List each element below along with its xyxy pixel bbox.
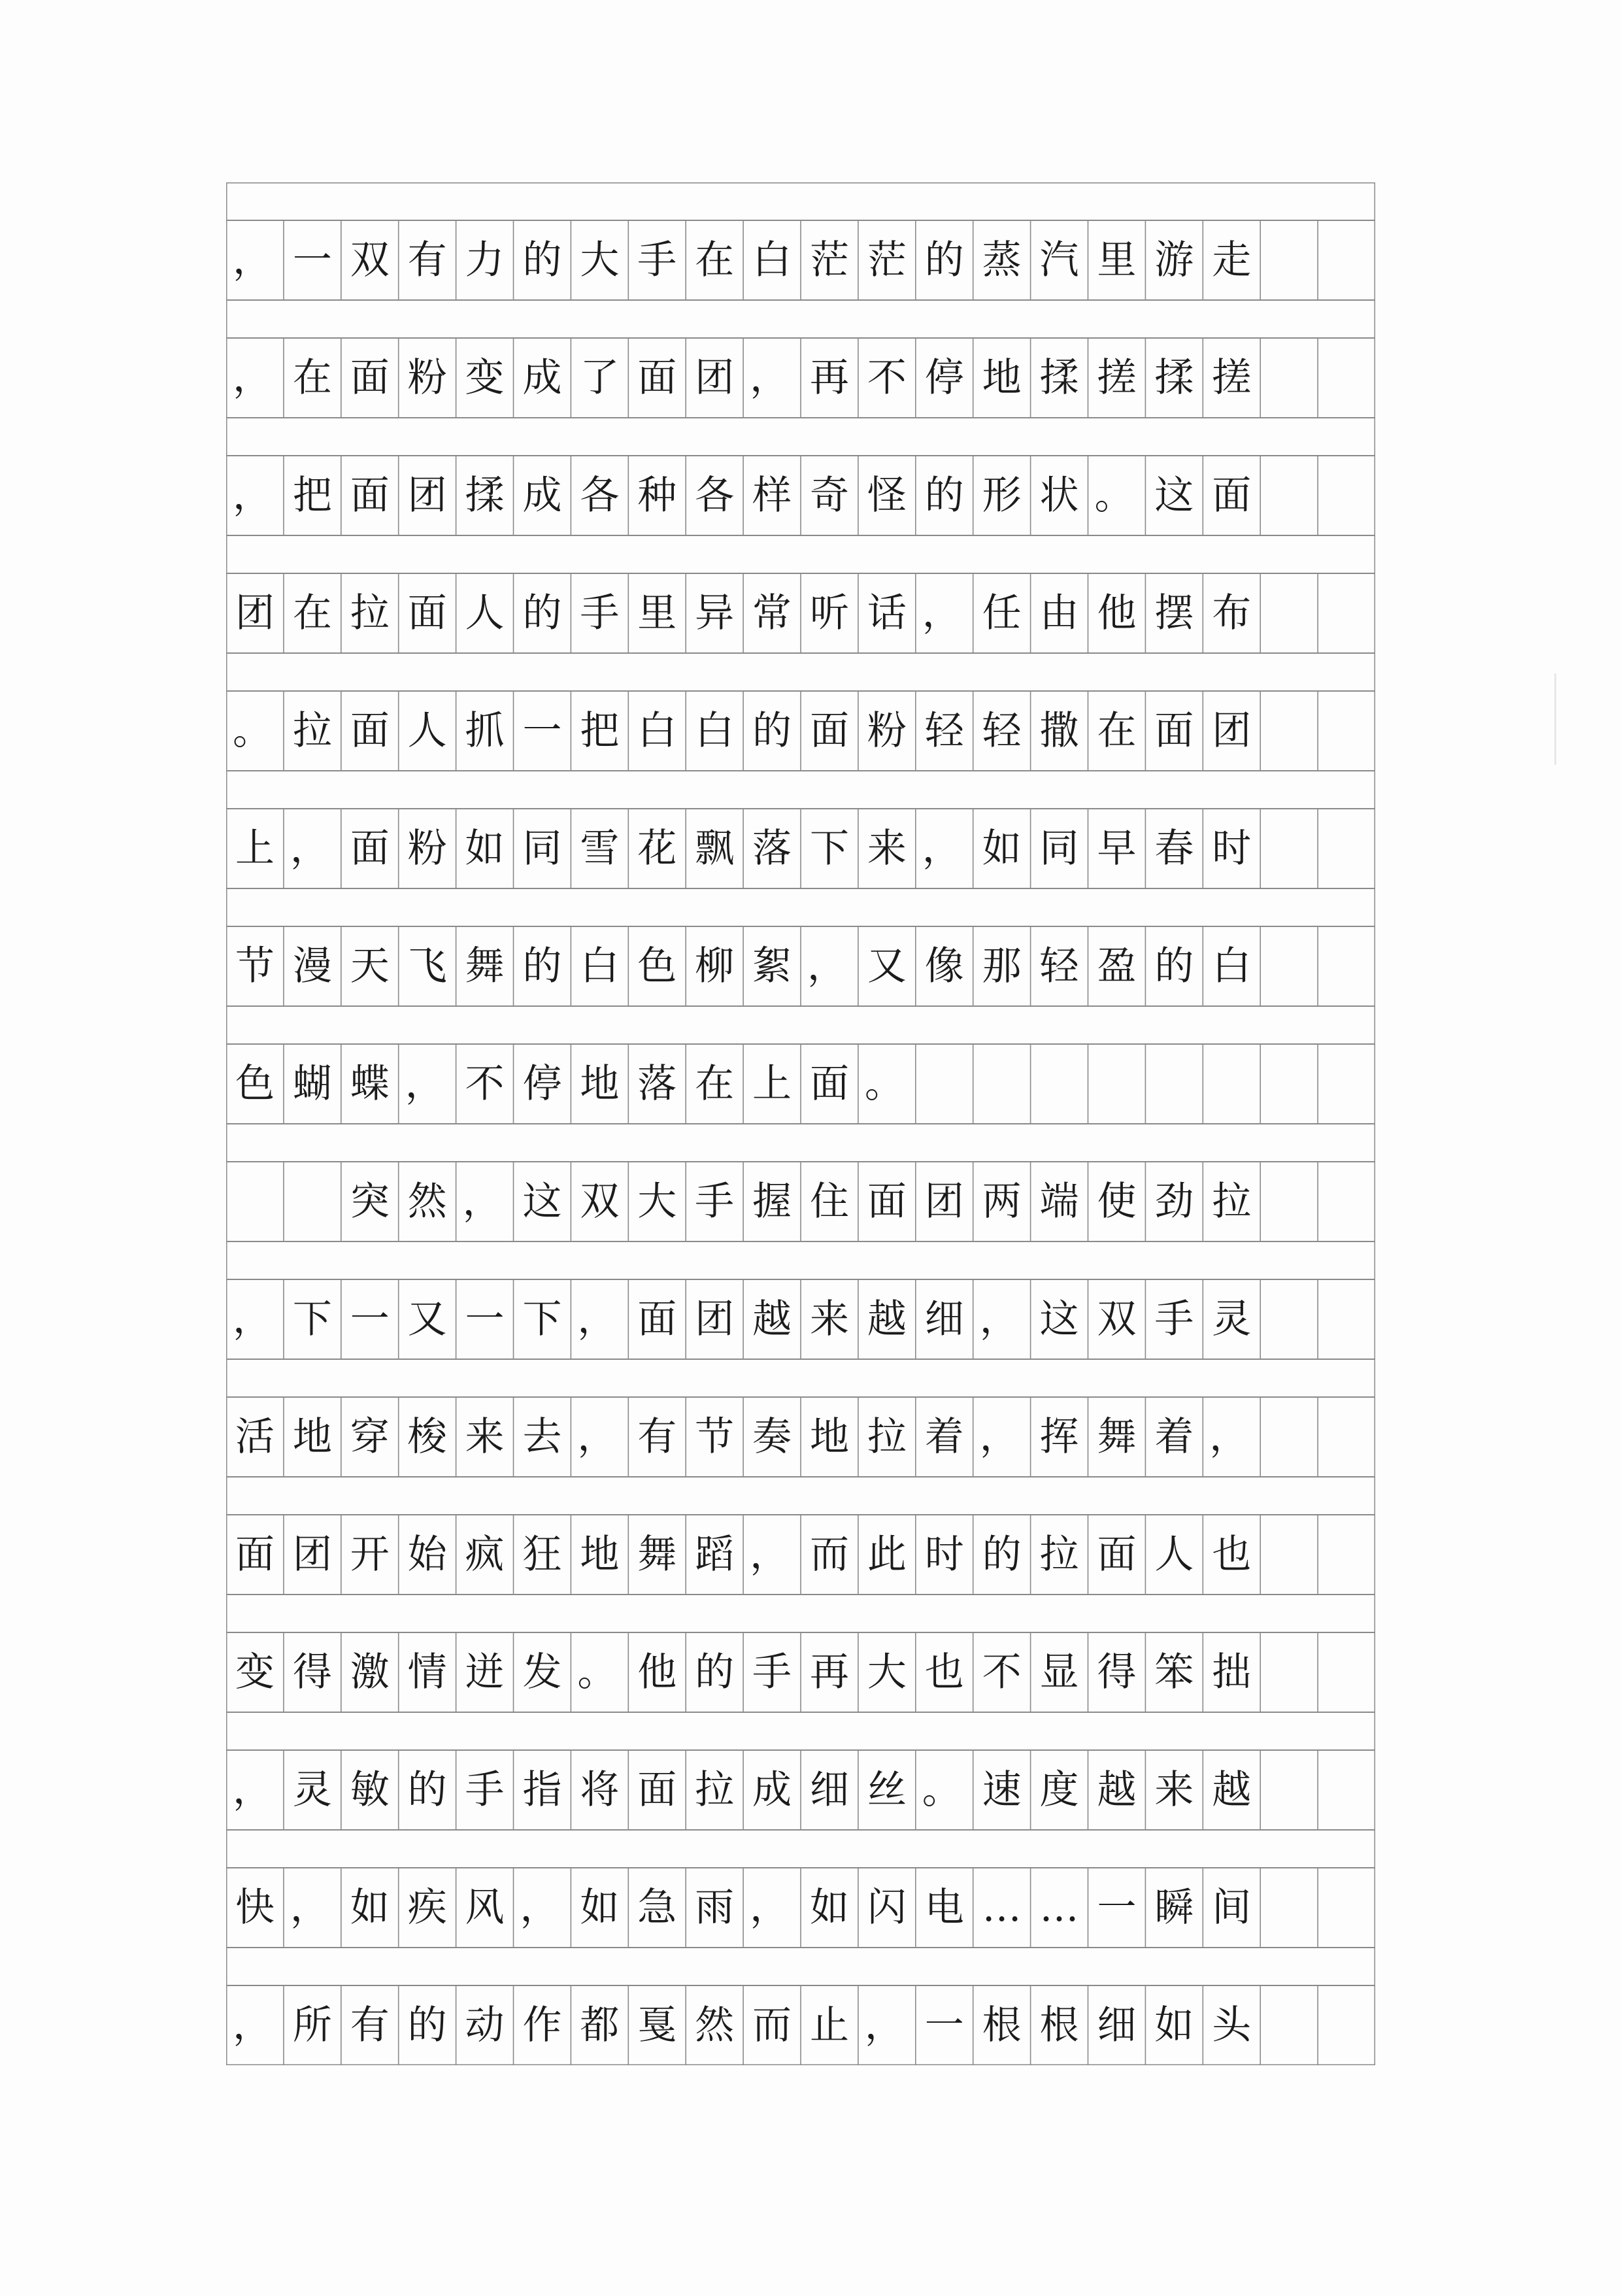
composition-grid [226, 182, 1375, 2065]
grid-cell-char: 情 [407, 1649, 447, 1695]
grid-cell-char: 如 [465, 826, 505, 871]
grid-cell-char: 奏 [752, 1414, 792, 1460]
grid-cell-char: ， [520, 1885, 560, 1931]
grid-cell-char: 在 [695, 237, 735, 283]
grid-cell-char: 再 [809, 1649, 849, 1695]
grid-cell-char: 。 [1094, 473, 1134, 518]
grid-cell-char: 在 [292, 355, 332, 401]
grid-cell-char: 团 [924, 1179, 964, 1224]
grid-cell-char: 舞 [465, 943, 505, 989]
grid-cell-char: 团 [292, 1532, 332, 1578]
grid-cell-char: 白 [1212, 943, 1252, 989]
grid-cell-char: 。 [864, 1061, 904, 1107]
grid-cell-char: 盈 [1097, 943, 1137, 989]
grid-cell-char: ， [750, 1532, 790, 1578]
grid-cell-char: 灵 [1212, 1296, 1252, 1342]
grid-cell-char: 梭 [407, 1414, 447, 1460]
grid-cell-char: 笨 [1154, 1649, 1194, 1695]
grid-cell-char: 这 [1154, 473, 1194, 518]
grid-cell-char: 的 [407, 1767, 447, 1813]
grid-cell-char: 揉 [1039, 355, 1079, 401]
grid-cell-char: 住 [809, 1179, 849, 1224]
grid-cell-char: 灵 [292, 1767, 332, 1813]
grid-cell-char: 雨 [695, 1885, 735, 1931]
grid-cell-char: ， [290, 1885, 329, 1931]
grid-cell-char: 他 [1097, 590, 1137, 636]
grid-cell-char: 越 [752, 1296, 792, 1342]
grid-cell-char: 穿 [350, 1414, 390, 1460]
grid-cell-char: 所 [292, 2002, 332, 2048]
grid-cell-char: 然 [407, 1179, 447, 1224]
grid-cell-char: … [982, 1885, 1022, 1931]
grid-cell-char: 蝶 [350, 1061, 390, 1107]
grid-row [226, 691, 1375, 771]
grid-row [226, 926, 1375, 1006]
grid-cell-char: 粉 [867, 708, 907, 754]
grid-cell-char: 拉 [1212, 1179, 1252, 1224]
grid-cell-char: 团 [235, 590, 275, 636]
grid-cell-char: 开 [350, 1532, 390, 1578]
grid-cell-char: 面 [637, 1296, 677, 1342]
grid-cell-char: 一 [465, 1296, 505, 1342]
grid-row [226, 220, 1375, 300]
grid-cell-char: 成 [752, 1767, 792, 1813]
grid-cell-char: 如 [982, 826, 1022, 871]
grid-cell-char: 的 [695, 1649, 735, 1695]
grid-row [226, 456, 1375, 535]
grid-cell-char: 拉 [350, 590, 390, 636]
grid-cell-char: 白 [580, 943, 620, 989]
grid-cell-char: 一 [1097, 1885, 1137, 1931]
grid-cell-char: 各 [695, 473, 735, 518]
grid-cell-char: 细 [809, 1767, 849, 1813]
grid-cell-char: 面 [350, 473, 390, 518]
grid-cell-char: 白 [752, 237, 792, 283]
grid-cell-char: 的 [924, 237, 964, 283]
grid-cell-char: 面 [350, 708, 390, 754]
grid-cell-char: 作 [522, 2002, 562, 2048]
grid-cell-char: 飞 [407, 943, 447, 989]
grid-cell-char: 丝 [867, 1767, 907, 1813]
grid-cell-char: 在 [695, 1061, 735, 1107]
grid-cell-char: 状 [1039, 473, 1079, 518]
grid-cell-char: 一 [522, 708, 562, 754]
grid-cell-char: 越 [867, 1296, 907, 1342]
grid-cell-char: 停 [522, 1061, 562, 1107]
grid-cell-char: 上 [235, 826, 275, 871]
grid-row [226, 1985, 1375, 2065]
grid-cell-char: ， [979, 1414, 1019, 1460]
grid-cell-char: 漫 [292, 943, 332, 989]
grid-cell-char: 下 [809, 826, 849, 871]
grid-cell-char: 疾 [407, 1885, 447, 1931]
grid-cell-char: 任 [982, 590, 1022, 636]
grid-cell-char: 而 [752, 2002, 792, 2048]
grid-cell-char: 蝴 [292, 1061, 332, 1107]
grid-cell-char: ， [233, 355, 272, 401]
grid-cell-char: 来 [465, 1414, 505, 1460]
grid-cell-char: 不 [867, 355, 907, 401]
grid-cell-char: 里 [637, 590, 677, 636]
grid-cell-char: 始 [407, 1532, 447, 1578]
grid-cell-char: 撒 [1039, 708, 1079, 754]
grid-cell-char: 面 [1154, 708, 1194, 754]
grid-cell-char: 面 [637, 355, 677, 401]
grid-cell-char: 指 [522, 1767, 562, 1813]
grid-cell-char: 粉 [407, 826, 447, 871]
grid-cell-char: 来 [867, 826, 907, 871]
grid-cell-char: 面 [809, 1061, 849, 1107]
grid-cell-char: 手 [752, 1649, 792, 1695]
grid-cell-char: 形 [982, 473, 1022, 518]
grid-cell-char: 快 [235, 1885, 275, 1931]
grid-cell-char: 舞 [1097, 1414, 1137, 1460]
grid-cell-char: 舞 [637, 1532, 677, 1578]
grid-cell-char: 一 [292, 237, 332, 283]
grid-cell-char: 着 [924, 1414, 964, 1460]
grid-cell-char: ， [233, 2002, 272, 2048]
grid-cell-char: 像 [924, 943, 964, 989]
grid-row [226, 1397, 1375, 1477]
grid-cell-char: 此 [867, 1532, 907, 1578]
grid-row [226, 1632, 1375, 1712]
grid-cell-char: 春 [1154, 826, 1194, 871]
grid-cell-char: 奇 [809, 473, 849, 518]
grid-cell-char: 手 [695, 1179, 735, 1224]
grid-cell-char: 早 [1097, 826, 1137, 871]
grid-cell-char: 如 [809, 1885, 849, 1931]
grid-cell-char: 得 [1097, 1649, 1137, 1695]
grid-cell-char: 端 [1039, 1179, 1079, 1224]
grid-cell-char: 面 [1097, 1532, 1137, 1578]
grid-cell-char: 戛 [637, 2002, 677, 2048]
grid-cell-char: 挥 [1039, 1414, 1079, 1460]
grid-row [226, 573, 1375, 653]
grid-cell-char: 时 [1212, 826, 1252, 871]
grid-cell-char: ， [577, 1296, 617, 1342]
grid-cell-char: 同 [1039, 826, 1079, 871]
grid-cell-char: 游 [1154, 237, 1194, 283]
grid-cell-char: 把 [292, 473, 332, 518]
grid-cell-char: 轻 [1039, 943, 1079, 989]
grid-cell-char: 节 [235, 943, 275, 989]
grid-cell-char: 着 [1154, 1414, 1194, 1460]
grid-cell-char: 絮 [752, 943, 792, 989]
grid-cell-char: 越 [1097, 1767, 1137, 1813]
grid-cell-char: 茫 [867, 237, 907, 283]
grid-cell-char: 得 [292, 1649, 332, 1695]
grid-cell-char: 如 [1154, 2002, 1194, 2048]
grid-cell-char: 面 [407, 590, 447, 636]
grid-cell-char: 细 [1097, 2002, 1137, 2048]
grid-cell-char: 瞬 [1154, 1885, 1194, 1931]
grid-cell-char: 来 [1154, 1767, 1194, 1813]
grid-cell-char: 面 [350, 826, 390, 871]
grid-cell-char: 。 [233, 708, 272, 754]
grid-cell-char: 成 [522, 355, 562, 401]
grid-cell-char: 团 [695, 1296, 735, 1342]
grid-cell-char: ， [864, 2002, 904, 2048]
grid-cell-char: 面 [867, 1179, 907, 1224]
grid-cell-char: 的 [407, 2002, 447, 2048]
grid-cell-char: 变 [465, 355, 505, 401]
grid-cell-char: 飘 [695, 826, 735, 871]
grid-cell-char: ， [750, 1885, 790, 1931]
grid-cell-char: 面 [235, 1532, 275, 1578]
grid-cell-char: 样 [752, 473, 792, 518]
grid-cell-char: 种 [637, 473, 677, 518]
grid-cell-char: 。 [577, 1649, 617, 1695]
grid-row [226, 1750, 1375, 1830]
grid-cell-char: 风 [465, 1885, 505, 1931]
grid-cell-char: 双 [350, 237, 390, 283]
grid-cell-char: 的 [522, 237, 562, 283]
grid-cell-char: 上 [752, 1061, 792, 1107]
grid-cell-char: 也 [1212, 1532, 1252, 1578]
grid-cell-char: 疯 [465, 1532, 505, 1578]
grid-cell-char: ， [233, 237, 272, 283]
grid-cell-char: 大 [867, 1649, 907, 1695]
grid-cell-char: 团 [1212, 708, 1252, 754]
grid-cell-char: 花 [637, 826, 677, 871]
grid-cell-char: 柳 [695, 943, 735, 989]
grid-cell-char: 节 [695, 1414, 735, 1460]
grid-cell-char: 布 [1212, 590, 1252, 636]
grid-cell-char: 色 [235, 1061, 275, 1107]
grid-cell-char: 力 [465, 237, 505, 283]
grid-cell-char: 手 [580, 590, 620, 636]
grid-cell-char: 又 [867, 943, 907, 989]
grid-cell-char: 两 [982, 1179, 1022, 1224]
grid-cell-char: 团 [695, 355, 735, 401]
grid-cell-char: 面 [350, 355, 390, 401]
grid-cell-char: 面 [1212, 473, 1252, 518]
grid-cell-char: 的 [522, 943, 562, 989]
grid-cell-char: 落 [752, 826, 792, 871]
grid-cell-char: 揉 [465, 473, 505, 518]
grid-cell-char: 细 [924, 1296, 964, 1342]
grid-cell-char: ， [1209, 1414, 1249, 1460]
grid-cell-char: 雪 [580, 826, 620, 871]
grid-cell-char: 走 [1212, 237, 1252, 283]
grid-cell-char: 大 [637, 1179, 677, 1224]
grid-cell-char: 不 [982, 1649, 1022, 1695]
grid-cell-char: 急 [637, 1885, 677, 1931]
grid-cell-char: 拉 [292, 708, 332, 754]
grid-cell-char: 搓 [1097, 355, 1137, 401]
grid-cell-char: 异 [695, 590, 735, 636]
grid-cell-char: 轻 [982, 708, 1022, 754]
grid-cell-char: 摆 [1154, 590, 1194, 636]
grid-row [226, 1044, 1375, 1124]
grid-cell-char: 轻 [924, 708, 964, 754]
grid-cell-char: 白 [695, 708, 735, 754]
grid-cell-char: 然 [695, 2002, 735, 2048]
grid-cell-char: 抓 [465, 708, 505, 754]
grid-cell-char: 根 [1039, 2002, 1079, 2048]
grid-cell-char: 来 [809, 1296, 849, 1342]
grid-cell-char: 的 [982, 1532, 1022, 1578]
grid-cell-char: 地 [982, 355, 1022, 401]
grid-cell-char: 这 [1039, 1296, 1079, 1342]
grid-cell-char: 面 [809, 708, 849, 754]
grid-cell-char: 变 [235, 1649, 275, 1695]
grid-row [226, 338, 1375, 418]
grid-cell-char: 根 [982, 2002, 1022, 2048]
margin-mark [1554, 673, 1556, 765]
grid-cell-char: ， [577, 1414, 617, 1460]
grid-cell-char: 听 [809, 590, 849, 636]
grid-cell-char: 双 [580, 1179, 620, 1224]
grid-cell-char: 再 [809, 355, 849, 401]
grid-cell-char: 突 [350, 1179, 390, 1224]
grid-cell-char: 都 [580, 2002, 620, 2048]
grid-cell-char: 越 [1212, 1767, 1252, 1813]
grid-cell-char: 迸 [465, 1649, 505, 1695]
grid-cell-char: 色 [637, 943, 677, 989]
grid-cell-char: 有 [637, 1414, 677, 1460]
grid-cell-char: 止 [809, 2002, 849, 2048]
grid-cell-char: 在 [292, 590, 332, 636]
grid-cell-char: 劲 [1154, 1179, 1194, 1224]
grid-cell-char: 大 [580, 237, 620, 283]
grid-cell-char: 停 [924, 355, 964, 401]
grid-cell-char: 电 [924, 1885, 964, 1931]
grid-cell-char: 茫 [809, 237, 849, 283]
grid-cell-char: ， [750, 355, 790, 401]
grid-cell-char: 手 [637, 237, 677, 283]
grid-cell-char: ， [807, 943, 846, 989]
grid-cell-char: 拙 [1212, 1649, 1252, 1695]
grid-cell-char: 双 [1097, 1296, 1137, 1342]
grid-cell-char: 蹈 [695, 1532, 735, 1578]
grid-cell-char: ， [233, 1767, 272, 1813]
grid-cell-char: 的 [752, 708, 792, 754]
grid-cell-char: 汽 [1039, 237, 1079, 283]
grid-cell-char: 这 [522, 1179, 562, 1224]
grid-cell-char: 如 [350, 1885, 390, 1931]
grid-cell-char: 常 [752, 590, 792, 636]
grid-cell-char: 把 [580, 708, 620, 754]
grid-cell-char: 地 [580, 1532, 620, 1578]
grid-cell-char: ， [922, 826, 961, 871]
grid-cell-char: 一 [350, 1296, 390, 1342]
grid-cell-char: 握 [752, 1179, 792, 1224]
grid-cell-char: 显 [1039, 1649, 1079, 1695]
grid-cell-char: 他 [637, 1649, 677, 1695]
grid-cell-char: 里 [1097, 237, 1137, 283]
grid-cell-char: 将 [580, 1767, 620, 1813]
grid-cell-char: 。 [922, 1767, 961, 1813]
grid-row [226, 1868, 1375, 1948]
grid-row [226, 809, 1375, 888]
grid-cell-char: 又 [407, 1296, 447, 1342]
grid-cell-char: 人 [1154, 1532, 1194, 1578]
grid-cell-char: 成 [522, 473, 562, 518]
grid-cell-char: 度 [1039, 1767, 1079, 1813]
grid-cell-char: 去 [522, 1414, 562, 1460]
grid-row [226, 1279, 1375, 1359]
grid-cell-char: 人 [465, 590, 505, 636]
grid-cell-char: 怪 [867, 473, 907, 518]
grid-cell-char: 团 [407, 473, 447, 518]
grid-cell-char: 狂 [522, 1532, 562, 1578]
grid-cell-char: 发 [522, 1649, 562, 1695]
grid-cell-char: 头 [1212, 2002, 1252, 2048]
grid-cell-char: 话 [867, 590, 907, 636]
grid-cell-char: 有 [350, 2002, 390, 2048]
grid-cell-char: 地 [809, 1414, 849, 1460]
grid-cell-char: 面 [637, 1767, 677, 1813]
grid-cell-char: 人 [407, 708, 447, 754]
grid-cell-char: ， [922, 590, 961, 636]
grid-cell-char: 手 [465, 1767, 505, 1813]
grid-cell-char: 落 [637, 1061, 677, 1107]
grid-cell-char: 拉 [1039, 1532, 1079, 1578]
grid-cell-char: 下 [522, 1296, 562, 1342]
grid-cell-char: 拉 [867, 1414, 907, 1460]
grid-cell-char: 一 [924, 2002, 964, 2048]
grid-cell-char: ， [233, 473, 272, 518]
grid-cell-char: 敏 [350, 1767, 390, 1813]
grid-cell-char: 搓 [1212, 355, 1252, 401]
grid-cell-char: 揉 [1154, 355, 1194, 401]
grid-row [226, 1515, 1375, 1595]
grid-cell-char: 由 [1039, 590, 1079, 636]
grid-cell-char: 的 [1154, 943, 1194, 989]
grid-cell-char: 间 [1212, 1885, 1252, 1931]
grid-row [226, 1162, 1375, 1241]
grid-cell-char: 而 [809, 1532, 849, 1578]
grid-cell-char: 地 [580, 1061, 620, 1107]
grid-cell-char: 各 [580, 473, 620, 518]
grid-cell-char: ， [233, 1296, 272, 1342]
grid-cell-char: ， [290, 826, 329, 871]
grid-cell-char: 动 [465, 2002, 505, 2048]
grid-cell-char: 同 [522, 826, 562, 871]
grid-cell-char: ， [405, 1061, 444, 1107]
grid-cell-char: 速 [982, 1767, 1022, 1813]
grid-cell-char: … [1039, 1885, 1079, 1931]
grid-cell-char: 拉 [695, 1767, 735, 1813]
grid-cell-char: 天 [350, 943, 390, 989]
grid-cell-char: 了 [580, 355, 620, 401]
grid-cell-char: 有 [407, 237, 447, 283]
grid-cell-char: 激 [350, 1649, 390, 1695]
grid-cell-char: 手 [1154, 1296, 1194, 1342]
grid-cell-char: ， [462, 1179, 502, 1224]
grid-cell-char: 白 [637, 708, 677, 754]
grid-cell-char: 也 [924, 1649, 964, 1695]
grid-cell-char: 的 [924, 473, 964, 518]
grid-cell-char: 地 [292, 1414, 332, 1460]
grid-cell-char: 下 [292, 1296, 332, 1342]
grid-cell-char: 粉 [407, 355, 447, 401]
grid-cell-char: 蒸 [982, 237, 1022, 283]
grid-cell-char: 闪 [867, 1885, 907, 1931]
grid-cell-char: 活 [235, 1414, 275, 1460]
grid-cell-char: 如 [580, 1885, 620, 1931]
grid-cell-char: 不 [465, 1061, 505, 1107]
grid-cell-char: 使 [1097, 1179, 1137, 1224]
grid-cell-char: ， [979, 1296, 1019, 1342]
grid-cell-char: 的 [522, 590, 562, 636]
grid-cell-char: 时 [924, 1532, 964, 1578]
grid-cell-char: 在 [1097, 708, 1137, 754]
grid-cell-char: 那 [982, 943, 1022, 989]
